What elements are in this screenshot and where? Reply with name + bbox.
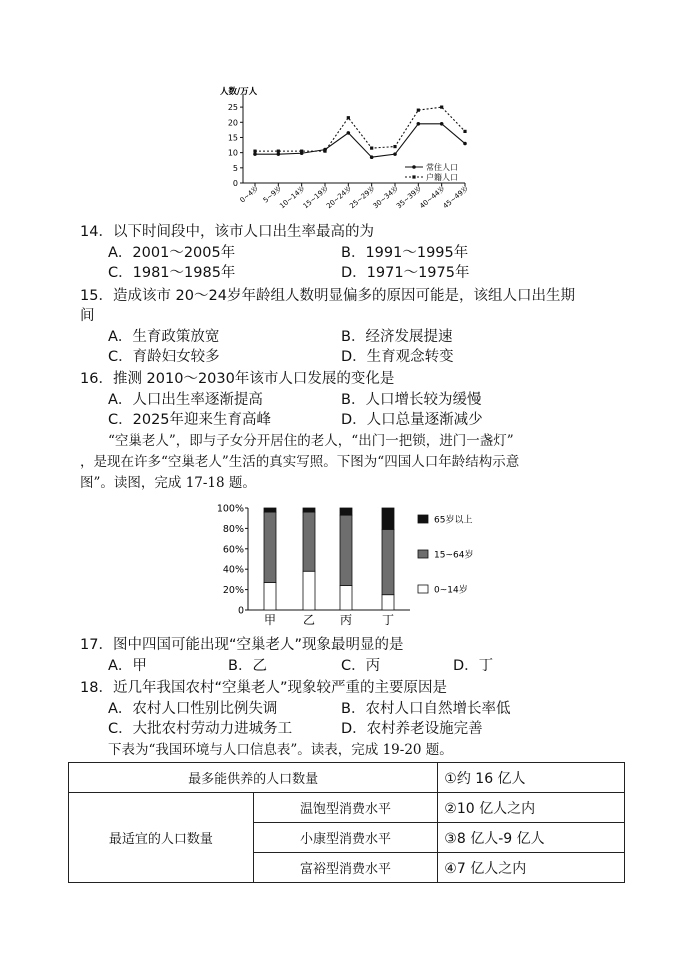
y-tick-label: 10 xyxy=(227,148,238,158)
q17-option-c[interactable]: C．丙 xyxy=(341,658,381,674)
data-point xyxy=(277,152,281,156)
data-point xyxy=(417,122,421,126)
x-tick-label: 10~14岁 xyxy=(278,184,307,211)
bar-segment xyxy=(264,512,276,582)
table-cell-subsistence-value: ②10 亿人之内 xyxy=(438,793,625,823)
legend-marker xyxy=(412,165,416,169)
y-tick-label: 20 xyxy=(227,118,238,128)
bar-segment xyxy=(382,595,394,610)
x-category-label: 丙 xyxy=(339,613,353,627)
data-point xyxy=(253,150,256,153)
x-tick-label: 40~44岁 xyxy=(418,184,447,211)
table-cell-moderate-label: 小康型消费水平 xyxy=(253,823,438,853)
q15-option-c[interactable]: C．育龄妇女较多 xyxy=(108,349,220,365)
question-16-stem: 16．推测 2010～2030年该市人口发展的变化是 xyxy=(80,371,395,387)
q18-option-a[interactable]: A．农村人口性别比例失调 xyxy=(108,701,278,717)
data-point xyxy=(393,152,397,156)
bar-segment xyxy=(303,571,315,610)
table-intro: 下表为“我国环境与人口信息表”。读表，完成 19-20 题。 xyxy=(108,742,453,758)
data-point xyxy=(347,131,351,135)
x-tick-label: 0~4岁 xyxy=(238,184,261,205)
x-category-label: 甲 xyxy=(263,613,277,627)
data-point xyxy=(347,116,350,119)
q16-option-b[interactable]: B．人口增长较为缓慢 xyxy=(341,392,482,408)
table-row xyxy=(69,763,625,793)
x-category-label: 乙 xyxy=(302,613,316,627)
q17-option-d[interactable]: D．丁 xyxy=(453,658,494,674)
x-category-label: 丁 xyxy=(381,613,395,627)
y-axis-label: 人数/万人 xyxy=(220,87,258,97)
q14-option-c[interactable]: C．1981～1985年 xyxy=(108,265,236,281)
table-cell-moderate-value: ③8 亿人-9 亿人 xyxy=(438,823,625,853)
q15-option-a[interactable]: A．生育政策放宽 xyxy=(108,329,220,345)
q16-option-d[interactable]: D．人口总量逐渐减少 xyxy=(341,412,483,428)
q17-option-b[interactable]: B．乙 xyxy=(228,658,267,674)
q14-option-b[interactable]: B．1991～1995年 xyxy=(341,245,469,261)
data-point xyxy=(370,155,374,159)
bar-segment xyxy=(340,508,352,515)
series-line-1 xyxy=(255,124,465,157)
legend-label: 常住人口 xyxy=(426,163,458,172)
q18-option-d[interactable]: D．农村养老设施完善 xyxy=(341,721,483,737)
y-tick-label: 100% xyxy=(216,503,244,515)
empty-nest-intro-line1: “空巢老人”，即与子女分开居住的老人，“出门一把锁，进门一盏灯” xyxy=(108,433,514,449)
question-18-stem: 18．近几年我国农村“空巢老人”现象较严重的主要原因是 xyxy=(80,680,447,696)
population-line-chart xyxy=(215,84,475,222)
table-cell-max-population-value: ①约 16 亿人 xyxy=(438,763,625,793)
table-cell-subsistence-label: 温饱型消费水平 xyxy=(253,793,438,823)
bar-segment xyxy=(340,586,352,610)
x-tick-label: 30~34岁 xyxy=(371,184,401,211)
x-tick-label: 5~9岁 xyxy=(261,184,284,205)
bar-segment xyxy=(340,515,352,585)
y-tick-label: 80% xyxy=(222,523,244,535)
data-point xyxy=(253,152,257,156)
q14-option-d[interactable]: D．1971～1975年 xyxy=(341,265,470,281)
q16-option-a[interactable]: A．人口出生率逐渐提高 xyxy=(108,392,263,408)
x-tick-label: 15~19岁 xyxy=(301,184,331,211)
legend-label: 15~64岁 xyxy=(434,550,474,561)
environment-population-table xyxy=(68,762,625,883)
empty-nest-intro-line3: 图”。读图，完成 17-18 题。 xyxy=(80,475,256,491)
legend-label: 户籍人口 xyxy=(426,173,458,182)
x-tick-label: 35~39岁 xyxy=(394,184,424,211)
age-structure-bar-chart xyxy=(210,498,485,630)
question-17-stem: 17．图中四国可能出现“空巢老人”现象最明显的是 xyxy=(80,637,404,653)
table-cell-affluent-label: 富裕型消费水平 xyxy=(253,853,438,883)
data-point xyxy=(440,106,443,109)
y-tick-label: 60% xyxy=(222,544,244,556)
data-point xyxy=(393,145,396,148)
question-15-stem-cont: 间 xyxy=(80,308,95,324)
legend-swatch xyxy=(418,585,428,593)
q15-option-b[interactable]: B．经济发展提速 xyxy=(341,329,453,345)
y-tick-label: 20% xyxy=(222,585,244,597)
y-tick-label: 0 xyxy=(237,605,244,617)
table-cell-max-population-label: 最多能供养的人口数量 xyxy=(69,763,438,793)
y-tick-label: 25 xyxy=(227,103,238,113)
q15-option-d[interactable]: D．生育观念转变 xyxy=(341,349,454,365)
x-tick-label: 20~24岁 xyxy=(324,184,354,211)
question-14-stem: 14．以下时间段中，该市人口出生率最高的为 xyxy=(80,224,374,240)
bar-segment xyxy=(264,508,276,512)
data-point xyxy=(417,109,420,112)
q16-option-c[interactable]: C．2025年迎来生育高峰 xyxy=(108,412,272,428)
question-15-stem: 15．造成该市 20～24岁年龄组人数明显偏多的原因可能是，该组人口出生期 xyxy=(80,288,575,304)
table-row xyxy=(69,793,625,823)
q18-option-b[interactable]: B．农村人口自然增长率低 xyxy=(341,701,511,717)
q18-option-c[interactable]: C．大批农村劳动力进城务工 xyxy=(108,721,293,737)
data-point xyxy=(440,122,444,126)
bar-segment xyxy=(264,582,276,610)
q14-option-a[interactable]: A．2001～2005年 xyxy=(108,245,236,261)
bar-segment xyxy=(303,512,315,571)
y-tick-label: 15 xyxy=(227,133,238,143)
data-point xyxy=(463,130,466,133)
q17-option-a[interactable]: A．甲 xyxy=(108,658,147,674)
table-cell-optimal-population-label: 最适宜的人口数量 xyxy=(69,793,254,883)
table-cell-affluent-value: ④7 亿人之内 xyxy=(438,853,625,883)
bar-segment xyxy=(382,508,394,529)
legend-swatch xyxy=(418,515,428,523)
data-point xyxy=(300,150,303,153)
legend-label: 65岁以上 xyxy=(434,515,473,526)
data-point xyxy=(463,142,467,146)
data-point xyxy=(370,146,373,149)
y-tick-label: 40% xyxy=(222,564,244,576)
y-tick-label: 5 xyxy=(232,163,238,173)
legend-swatch xyxy=(418,550,428,558)
bar-segment xyxy=(382,529,394,594)
x-tick-label: 45~49岁 xyxy=(441,184,471,211)
legend-marker xyxy=(412,175,415,178)
data-point xyxy=(277,150,280,153)
data-point xyxy=(323,150,326,153)
legend-label: 0~14岁 xyxy=(434,585,468,596)
bar-segment xyxy=(303,508,315,512)
y-tick-label: 0 xyxy=(232,179,238,188)
x-tick-label: 25~29岁 xyxy=(348,184,377,211)
empty-nest-intro-line2: ，是现在许多“空巢老人”生活的真实写照。下图为“四国人口年龄结构示意 xyxy=(80,454,520,470)
